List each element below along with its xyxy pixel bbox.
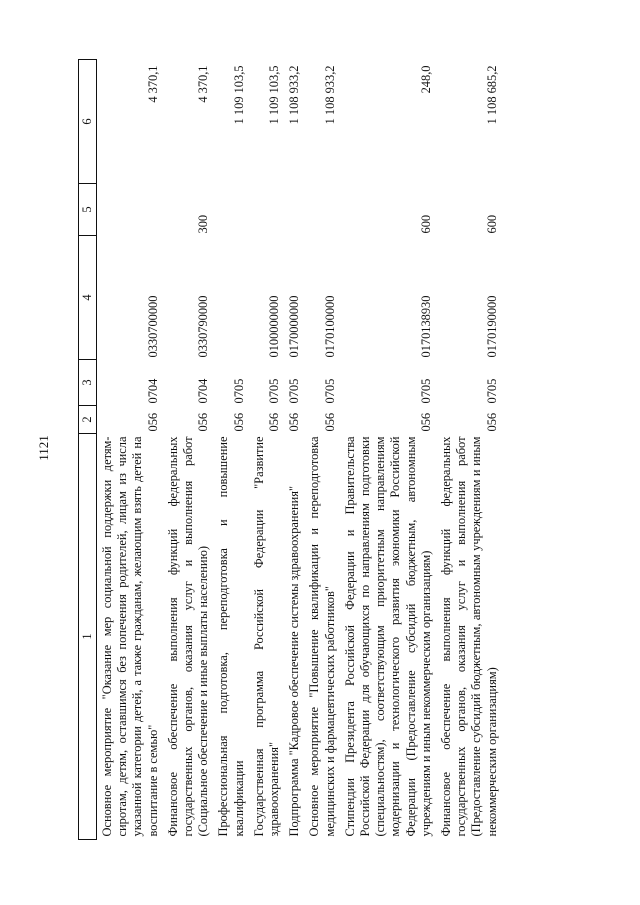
row-gr: 056 [267, 412, 282, 432]
row-name: Финансовое обеспечение выполнения функций федеральных государственных органов, оказания услуг и выполнения работ (Социальное обеспечение и иные выплаты населению) [165, 436, 211, 837]
row-sum: 248,0 [418, 65, 433, 94]
row-vr: 600 [418, 214, 433, 234]
row-csr: 0170000000 [287, 295, 302, 358]
row-name: Финансовое обеспечение выполнения функций федеральных государственных органов, оказания услуг и выполнения работ (Предоставление субсидий бюджетным, автономным учреждениям и иным некоммерческим организациям) [439, 436, 499, 837]
row-vr [304, 184, 339, 236]
row-csr: 0100000000 [267, 295, 282, 358]
table-row [340, 60, 436, 840]
row-csr: 0330790000 [196, 295, 211, 358]
column-header-2: 2 [79, 406, 97, 434]
row-vr: 300 [196, 214, 211, 234]
rotated-page [78, 60, 590, 840]
row-sum: 1 108 933,2 [322, 65, 337, 125]
table-row [249, 60, 284, 840]
row-name: Стипендии Президента Российской Федерации и Правительства Российской Федерации для обучающихся по направлениям подготовки (специальностям), соответствующим приоритетным направлениям модернизации и технологического развития экономики Российской Федерации (Предоставление субсидий бюджетным, автономным учреждениям и иным некоммерческим организациям) [342, 436, 433, 837]
row-vr [97, 184, 163, 236]
column-header-5: 5 [79, 184, 97, 236]
column-header-3: 3 [79, 360, 97, 406]
row-rz: 0704 [196, 378, 211, 404]
row-gr: 056 [484, 412, 499, 432]
table-row [304, 60, 339, 840]
row-gr: 056 [418, 412, 433, 432]
row-csr: 0170100000 [322, 295, 337, 358]
row-name: Профессиональная подготовка, переподготовка и повышение квалификации [216, 436, 246, 837]
budget-table [78, 59, 502, 840]
row-gr: 056 [196, 412, 211, 432]
table-row [213, 60, 248, 840]
row-rz: 0705 [322, 378, 337, 404]
column-header-1: 1 [79, 434, 97, 840]
row-gr: 056 [145, 412, 160, 432]
row-name: Основное мероприятие "Повышение квалификации и переподготовка медицинских и фармацевтических работников" [307, 436, 337, 837]
row-rz: 0705 [267, 378, 282, 404]
row-gr: 056 [287, 412, 302, 432]
table-row [97, 60, 163, 840]
row-sum: 1 109 103,5 [231, 65, 246, 125]
row-rz: 0704 [145, 378, 160, 404]
row-csr [213, 236, 248, 360]
row-rz: 0705 [484, 378, 499, 404]
row-rz: 0705 [231, 378, 246, 404]
row-sum: 1 109 103,5 [267, 65, 282, 125]
row-name: Подпрограмма "Кадровое обеспечение системы здравоохранения" [287, 485, 302, 837]
row-rz: 0705 [418, 378, 433, 404]
row-name: Основное мероприятие "Оказание мер социальной поддержки детям-сиротам, детям, оставшимся без попечения родителей, лицам из числа указанной категории детей, а также гражданам, желающим взять детей на воспитание в семью" [100, 436, 160, 837]
row-vr [213, 184, 248, 236]
row-name: Государственная программа Российской Федерации "Развитие здравоохранения" [251, 436, 282, 837]
row-vr [249, 184, 284, 236]
row-sum: 1 108 933,2 [287, 65, 302, 125]
page-number: 1121 [36, 435, 51, 461]
row-vr [284, 184, 304, 236]
row-gr: 056 [322, 412, 337, 432]
column-header-4: 4 [79, 236, 97, 360]
row-rz: 0705 [287, 378, 302, 404]
row-sum: 1 108 685,2 [484, 65, 499, 125]
row-csr: 0330700000 [145, 295, 160, 358]
column-header-6: 6 [79, 60, 97, 184]
row-sum: 4 370,1 [196, 65, 211, 103]
row-vr: 600 [484, 214, 499, 234]
table-row [436, 60, 502, 840]
table-row [284, 60, 304, 840]
table-row [163, 60, 214, 840]
header-row [79, 60, 97, 840]
row-sum: 4 370,1 [145, 65, 160, 103]
row-gr: 056 [231, 412, 246, 432]
row-csr: 0170190000 [484, 295, 499, 358]
row-csr: 0170138930 [418, 295, 433, 358]
